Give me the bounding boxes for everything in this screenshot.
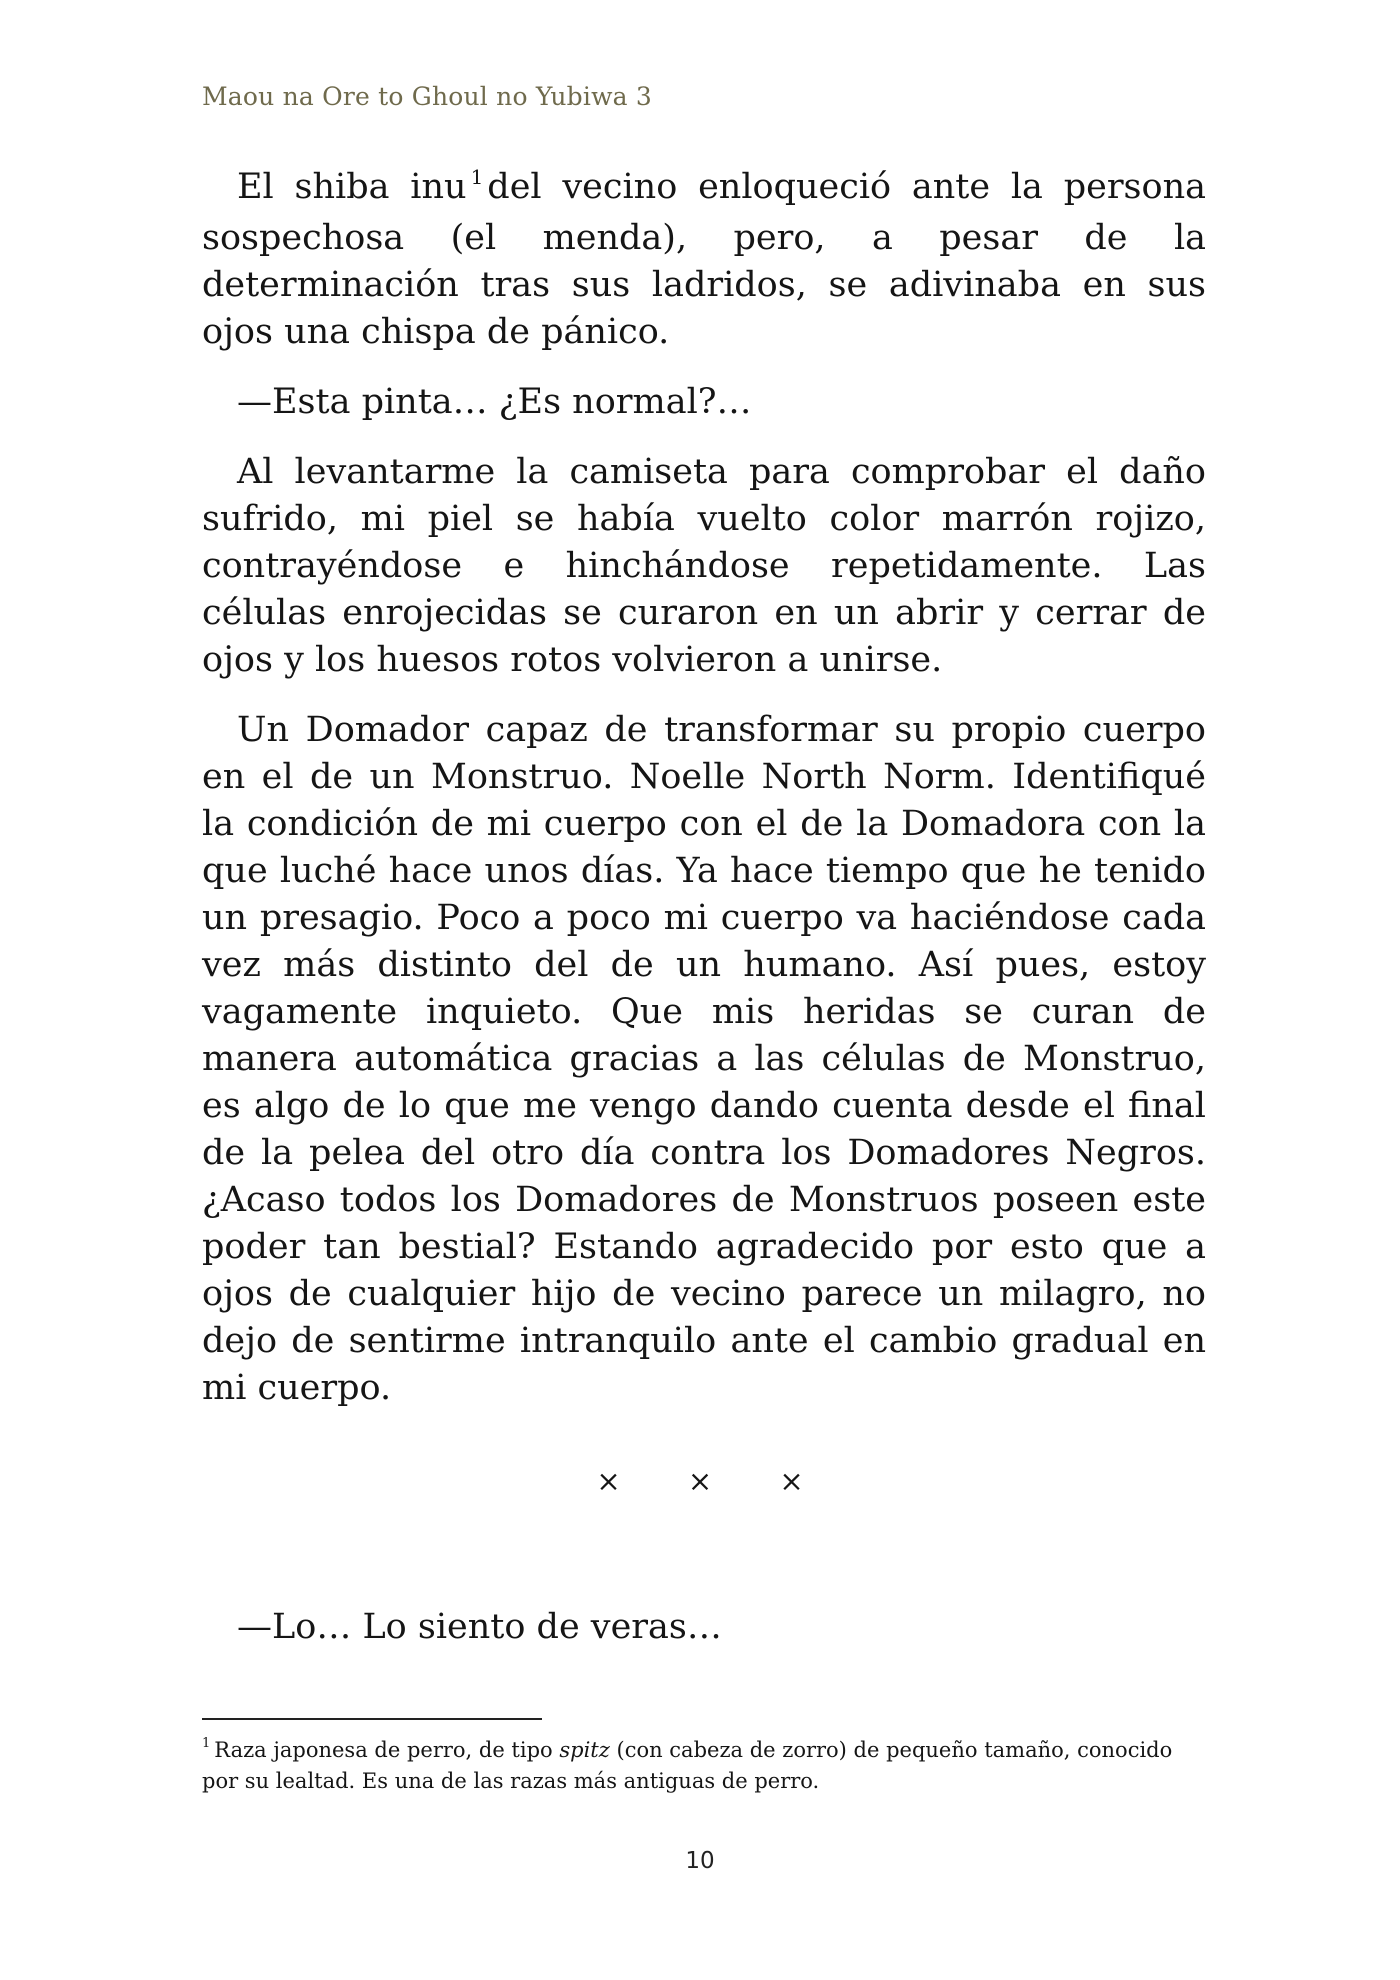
footnote-text-end: (con cabeza de zorro) de pequeño tamaño, conocido por su lealtad. Es una de las razas más antiguas de perro. [202,1738,1173,1793]
footnote-text-start: Raza japonesa de perro, de tipo [214,1738,553,1762]
running-header: Maou na Ore to Ghoul no Yubiwa 3 [202,82,653,111]
paragraph-1-text-start: El shiba inu [237,167,467,207]
scene-break-mark: × [687,1464,713,1498]
footnote-number: 1 [202,1736,211,1751]
paragraph-1 [202,164,1206,356]
paragraph-4: Un Domador capaz de transformar su propio cuerpo en el de un Monstruo. Noelle North Norm. Identifiqué la condición de mi cuerpo con el de la Domadora con la que luché hace unos días. Ya hace tiempo que he tenido un presagio. Poco a poco mi cuerpo va haciéndose cada vez más distinto del de un humano. Así pues, estoy vagamente inquieto. Que mis heridas se curan de manera automática gracias a las células de Monstruo, es algo de lo que me vengo dando cuenta desde el final de la pelea del otro día contra los Domadores Negros. ¿Acaso todos los Domadores de Monstruos poseen este poder tan bestial? Estando agradecido por esto que a ojos de cualquier hijo de vecino parece un milagro, no dejo de sentirme intranquilo ante el cambio gradual en mi cuerpo. [202,710,1206,1408]
paragraph-2-dialogue: —Esta pinta… ¿Es normal?… [237,382,752,422]
body-text [202,164,1206,1412]
footnote-reference-marker[interactable]: 1 [470,165,484,189]
footnote-separator [202,1718,542,1720]
paragraph-1-text-end: del vecino enloqueció ante la persona sospechosa (el menda), pero, a pesar de la determinación tras sus ladridos, se adivinaba en sus ojos una chispa de pánico. [202,167,1206,352]
page-number: 10 [685,1848,715,1874]
footnote [202,1730,1202,1797]
scene-break-mark: × [596,1464,621,1498]
scene-break [0,1464,1400,1498]
paragraph-3: Al levantarme la camiseta para comprobar el daño sufrido, mi piel se había vuelto color marrón rojizo, contrayéndose e hinchándose repetidamente. Las células enrojecidas se curaron en un abrir y cerrar de ojos y los huesos rotos volvieron a unirse. [202,452,1206,680]
scene-break-mark: × [779,1464,804,1498]
footnote-italic-term: spitz [559,1738,610,1762]
final-dialogue-line: —Lo… Lo siento de veras… [237,1607,722,1647]
